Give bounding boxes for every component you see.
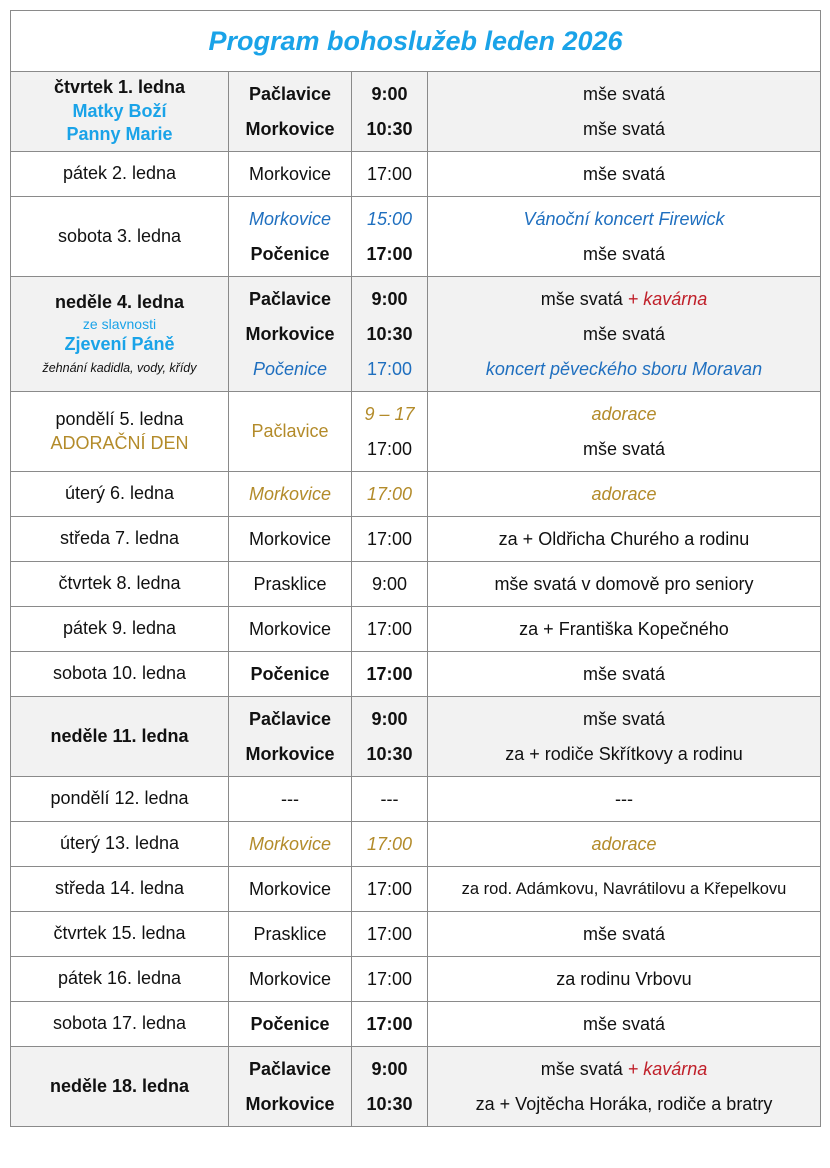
description-line — [428, 657, 820, 692]
schedule-row — [11, 957, 821, 1002]
day-note: žehnání kadidla, vody, křídy — [42, 361, 197, 376]
time-label: 17:00 — [366, 833, 413, 854]
day-cell — [11, 72, 229, 152]
day-note: ADORAČNÍ DEN — [50, 432, 189, 453]
description-line — [428, 567, 820, 602]
description-text: mše svatá — [582, 83, 666, 104]
day-cell — [11, 777, 229, 822]
description-line — [428, 962, 820, 997]
time-label: 17:00 — [366, 968, 413, 989]
time-label: 17:00 — [366, 438, 413, 459]
day-cell — [11, 562, 229, 607]
place-label: Morkovice — [245, 118, 335, 139]
time-cell — [352, 777, 428, 822]
time-label: 17:00 — [366, 923, 413, 944]
day-cell — [11, 652, 229, 697]
day-note: Panny Marie — [66, 124, 173, 145]
place-label: Morkovice — [248, 528, 332, 549]
place-label: Morkovice — [248, 208, 332, 229]
day-cell — [11, 472, 229, 517]
schedule-row — [11, 472, 821, 517]
day-label: středa 14. ledna — [54, 878, 185, 899]
description-line — [428, 702, 820, 737]
schedule-row — [11, 197, 821, 277]
schedule-row — [11, 697, 821, 777]
schedule-table — [10, 10, 821, 1127]
day-cell — [11, 697, 229, 777]
place-cell — [229, 152, 352, 197]
description-text: mše svatá — [582, 1013, 666, 1034]
place-cell — [229, 277, 352, 392]
place-cell — [229, 777, 352, 822]
time-label: 17:00 — [366, 483, 413, 504]
schedule-row — [11, 1002, 821, 1047]
place-label: Pačlavice — [248, 83, 332, 104]
description-text: mše svatá — [582, 663, 666, 684]
description-line — [428, 112, 820, 147]
description-cell — [428, 1047, 821, 1127]
description-cell — [428, 277, 821, 392]
day-cell — [11, 152, 229, 197]
schedule-row — [11, 1047, 821, 1127]
place-label: Pačlavice — [248, 1058, 332, 1079]
time-label: 9:00 — [371, 83, 408, 104]
time-label: 9:00 — [371, 708, 408, 729]
time-cell — [352, 277, 428, 392]
description-text: mše svatá — [582, 163, 666, 184]
description-line — [428, 522, 820, 557]
time-label: 15:00 — [366, 208, 413, 229]
place-label: Morkovice — [245, 323, 335, 344]
time-label: 17:00 — [366, 1013, 413, 1034]
schedule-row — [11, 867, 821, 912]
time-cell — [352, 822, 428, 867]
time-label: 10:30 — [366, 1093, 413, 1114]
description-cell — [428, 777, 821, 822]
time-label: 10:30 — [366, 743, 413, 764]
place-label: Pačlavice — [248, 288, 332, 309]
time-cell — [352, 472, 428, 517]
description-text: Vánoční koncert Firewick — [523, 208, 725, 229]
place-label: Morkovice — [245, 743, 335, 764]
description-cell — [428, 912, 821, 957]
time-label: 17:00 — [366, 663, 413, 684]
place-label: --- — [281, 788, 299, 809]
time-cell — [352, 912, 428, 957]
description-text: za + Vojtěcha Horáka, rodiče a bratry — [475, 1093, 773, 1114]
day-note: ze slavnosti — [82, 315, 157, 332]
description-cell — [428, 152, 821, 197]
place-cell — [229, 957, 352, 1002]
description-line — [428, 432, 820, 467]
description-cell — [428, 867, 821, 912]
time-label: 9:00 — [371, 288, 408, 309]
description-line — [428, 352, 820, 387]
description-text: adorace — [591, 483, 657, 504]
place-cell — [229, 562, 352, 607]
place-label: Morkovice — [248, 163, 332, 184]
day-label: úterý 13. ledna — [59, 833, 180, 854]
time-label: 17:00 — [366, 528, 413, 549]
description-cell — [428, 517, 821, 562]
description-text: mše svatá — [582, 923, 666, 944]
description-text: mše svatá — [582, 243, 666, 264]
place-cell — [229, 197, 352, 277]
description-cell — [428, 392, 821, 472]
time-label: 17:00 — [366, 878, 413, 899]
cafe-note: + kavárna — [627, 288, 708, 309]
description-text: za rod. Adámkovu, Navrátilovu a Křepelkovu — [461, 879, 787, 898]
description-line — [428, 872, 820, 907]
place-label: Počenice — [250, 1013, 330, 1034]
day-label: neděle 11. ledna — [50, 725, 189, 746]
day-cell — [11, 517, 229, 562]
description-cell — [428, 697, 821, 777]
schedule-row — [11, 517, 821, 562]
place-label: Počenice — [252, 358, 328, 379]
time-label: 9:00 — [371, 573, 408, 594]
place-label: Morkovice — [248, 833, 332, 854]
time-cell — [352, 652, 428, 697]
day-label: neděle 4. ledna — [54, 292, 185, 313]
day-cell — [11, 392, 229, 472]
time-label: 10:30 — [366, 118, 413, 139]
description-cell — [428, 957, 821, 1002]
time-label: --- — [380, 788, 399, 809]
time-cell — [352, 1002, 428, 1047]
description-text: --- — [615, 788, 633, 809]
schedule-row — [11, 912, 821, 957]
time-cell — [352, 1047, 428, 1127]
schedule-row — [11, 152, 821, 197]
description-line — [428, 202, 820, 237]
time-label: 17:00 — [366, 163, 413, 184]
time-cell — [352, 867, 428, 912]
schedule-row — [11, 392, 821, 472]
day-note: Matky Boží — [72, 100, 167, 121]
description-line — [428, 77, 820, 112]
day-label: úterý 6. ledna — [64, 483, 175, 504]
description-line — [428, 1007, 820, 1042]
time-cell — [352, 697, 428, 777]
time-cell — [352, 392, 428, 472]
place-label: Morkovice — [248, 968, 332, 989]
description-cell — [428, 197, 821, 277]
time-cell — [352, 957, 428, 1002]
description-cell — [428, 1002, 821, 1047]
time-cell — [352, 517, 428, 562]
page-title: Program bohoslužeb leden 2026 — [208, 25, 623, 56]
place-label: Prasklice — [253, 923, 327, 944]
time-cell — [352, 72, 428, 152]
description-text: mše svatá — [582, 708, 666, 729]
place-label: Prasklice — [253, 573, 327, 594]
day-cell — [11, 1002, 229, 1047]
description-cell — [428, 472, 821, 517]
place-label: Morkovice — [245, 1093, 335, 1114]
time-cell — [352, 607, 428, 652]
description-line — [428, 1087, 820, 1122]
day-label: čtvrtek 15. ledna — [53, 923, 186, 944]
title-row — [11, 11, 821, 72]
schedule-row — [11, 822, 821, 867]
time-cell — [352, 562, 428, 607]
time-label: 17:00 — [366, 618, 413, 639]
description-line — [428, 477, 820, 512]
place-cell — [229, 822, 352, 867]
place-label: Pačlavice — [251, 421, 329, 441]
schedule-row — [11, 652, 821, 697]
description-text: koncert pěveckého sboru Moravan — [485, 358, 763, 379]
description-line — [428, 237, 820, 272]
cafe-note: + kavárna — [627, 1058, 708, 1079]
description-line — [428, 282, 820, 317]
place-label: Morkovice — [248, 483, 332, 504]
description-line — [428, 612, 820, 647]
day-label: pátek 9. ledna — [62, 618, 177, 639]
description-text: za + rodiče Skřítkovy a rodinu — [505, 743, 743, 764]
description-cell — [428, 72, 821, 152]
description-line — [428, 1052, 820, 1087]
description-text: mše svatá — [582, 118, 666, 139]
description-text: mše svatá v domově pro seniory — [494, 573, 754, 594]
description-text: za + Františka Kopečného — [519, 618, 729, 639]
day-label: sobota 3. ledna — [57, 225, 182, 246]
day-label: neděle 18. ledna — [49, 1075, 190, 1096]
description-text: mše svatá — [582, 438, 666, 459]
day-label: středa 7. ledna — [59, 528, 180, 549]
day-cell — [11, 1047, 229, 1127]
time-label: 10:30 — [366, 323, 413, 344]
place-label: Počenice — [250, 663, 330, 684]
time-label: 9:00 — [371, 1058, 408, 1079]
day-label: sobota 17. ledna — [52, 1013, 187, 1034]
day-label: pondělí 12. ledna — [50, 788, 189, 809]
place-cell — [229, 72, 352, 152]
description-line — [428, 827, 820, 862]
place-cell — [229, 607, 352, 652]
time-label: 9 – 17 — [364, 403, 415, 424]
day-label: čtvrtek 1. ledna — [53, 77, 186, 98]
description-line — [428, 917, 820, 952]
description-line — [428, 397, 820, 432]
day-cell — [11, 197, 229, 277]
description-text: mše svatá — [540, 1058, 623, 1079]
day-label: sobota 10. ledna — [52, 663, 187, 684]
schedule-row — [11, 607, 821, 652]
description-line — [428, 737, 820, 772]
day-cell — [11, 957, 229, 1002]
description-line — [428, 317, 820, 352]
time-label: 17:00 — [366, 358, 413, 379]
schedule-row — [11, 277, 821, 392]
time-cell — [352, 152, 428, 197]
day-label: pátek 16. ledna — [57, 968, 182, 989]
day-label: pondělí 5. ledna — [55, 409, 184, 430]
description-text: adorace — [591, 403, 657, 424]
place-label: Počenice — [250, 243, 330, 264]
place-label: Morkovice — [248, 618, 332, 639]
description-text: mše svatá — [540, 288, 623, 309]
day-cell — [11, 912, 229, 957]
place-cell — [229, 1002, 352, 1047]
place-cell — [229, 1047, 352, 1127]
description-text: adorace — [591, 833, 657, 854]
day-cell — [11, 277, 229, 392]
description-cell — [428, 822, 821, 867]
description-text: za + Oldřicha Churého a rodinu — [498, 528, 750, 549]
description-cell — [428, 652, 821, 697]
place-cell — [229, 517, 352, 562]
description-text: mše svatá — [582, 323, 666, 344]
description-line — [428, 782, 820, 817]
place-cell — [229, 392, 352, 472]
day-cell — [11, 607, 229, 652]
schedule-row — [11, 777, 821, 822]
schedule-row — [11, 72, 821, 152]
schedule-row — [11, 562, 821, 607]
day-note: Zjevení Páně — [64, 333, 175, 354]
time-cell — [352, 197, 428, 277]
time-label: 17:00 — [366, 243, 413, 264]
description-cell — [428, 607, 821, 652]
day-cell — [11, 867, 229, 912]
title-cell — [11, 11, 821, 72]
description-line — [428, 157, 820, 192]
day-cell — [11, 822, 229, 867]
place-cell — [229, 652, 352, 697]
place-cell — [229, 697, 352, 777]
place-cell — [229, 472, 352, 517]
description-cell — [428, 562, 821, 607]
place-cell — [229, 912, 352, 957]
description-text: za rodinu Vrbovu — [556, 968, 692, 989]
day-label: čtvrtek 8. ledna — [58, 573, 181, 594]
day-label: pátek 2. ledna — [62, 163, 177, 184]
place-label: Pačlavice — [248, 708, 332, 729]
place-label: Morkovice — [248, 878, 332, 899]
place-cell — [229, 867, 352, 912]
